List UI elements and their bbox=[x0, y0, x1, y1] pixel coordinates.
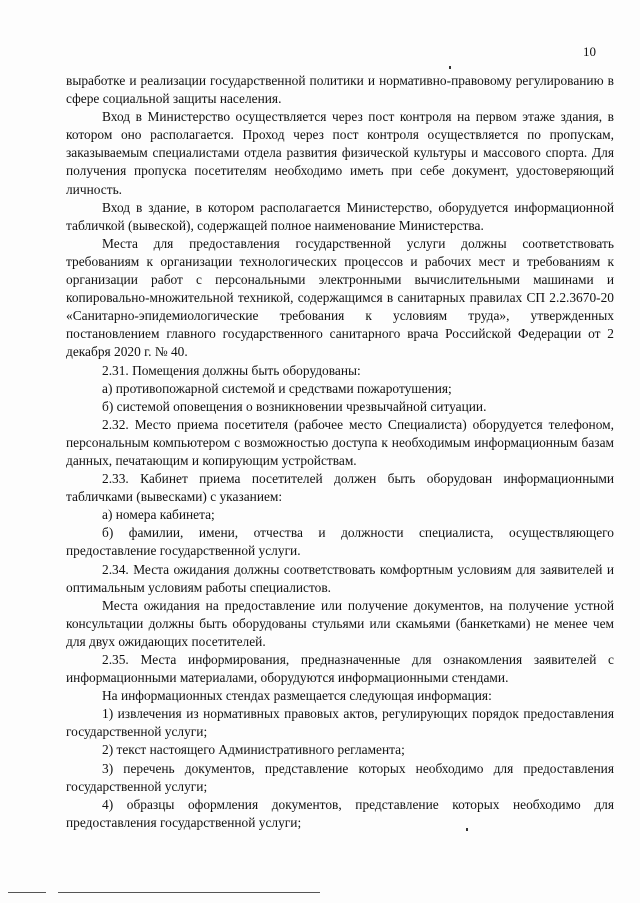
paragraph: б) фамилии, имени, отчества и должности специалиста, осуществляющего предоставление государственной услуги. bbox=[66, 525, 614, 559]
paragraph: а) противопожарной системой и средствами пожаротушения; bbox=[102, 380, 452, 396]
paragraph: 3) перечень документов, представление которых необходимо для предоставления государственной услуги; bbox=[66, 760, 614, 794]
paragraph: 2.31. Помещения должны быть оборудованы: bbox=[102, 362, 361, 378]
paragraph: 4) образцы оформления документов, представление которых необходимо для предоставления государственной услуги; bbox=[66, 796, 614, 830]
paragraph: выработке и реализации государственной политики и нормативно-правовому регулированию в сфере социальной защиты населения. bbox=[66, 73, 614, 107]
paragraph: 2.32. Место приема посетителя (рабочее место Специалиста) оборудуется телефоном, персональным компьютером с возможностью доступа к необходимым информационным базам данных, печатающим и копирующим устройствам. bbox=[66, 416, 614, 468]
paragraph: Вход в Министерство осуществляется через пост контроля на первом этаже здания, в котором оно располагается. Проход через пост контроля осуществляется по пропускам, заказываемым специалистами отдела развития физической культуры и массового спорта. Для получения пропуска посетителям необходимо иметь при себе документ, удостоверяющий личность. bbox=[66, 109, 614, 197]
paragraph: 2.35. Места информирования, предназначенные для ознакомления заявителей с информационными материалами, оборудуются информационными стендами. bbox=[66, 652, 614, 686]
paragraph: Места ожидания на предоставление или получение документов, на получение устной консультации должны быть оборудованы стульями или скамьями (банкетками) не менее чем для двух ожидающих посетителей. bbox=[66, 597, 614, 649]
paragraph: Места для предоставления государственной услуги должны соответствовать требованиям к организации технологических процессов и рабочих мест и требованиям к организации работ с персональными электронными вычислительными машинами и копировально-множительной техникой, содержащимся в санитарных правилах СП 2.2.3670-20 «Санитарно-эпидемиологические требования к условиям труда», утвержденных постановлением главного государственного санитарного врача Российской Федерации от 2 декабря 2020 г. № 40. bbox=[66, 235, 614, 360]
paragraph: б) системой оповещения о возникновении чрезвычайной ситуации. bbox=[102, 398, 487, 414]
scan-speck bbox=[449, 66, 451, 69]
scan-edge-line bbox=[8, 892, 46, 893]
scan-speck bbox=[466, 828, 468, 831]
paragraph: 2.33. Кабинет приема посетителей должен быть оборудован информационными табличками (вывесками) с указанием: bbox=[66, 471, 614, 505]
paragraph: а) номера кабинета; bbox=[102, 507, 215, 523]
page-number: 10 bbox=[583, 44, 596, 59]
paragraph: 2.34. Места ожидания должны соответствовать комфортным условиям для заявителей и оптимальным условиям работы специалистов. bbox=[66, 561, 614, 595]
scan-edge-line bbox=[58, 892, 320, 893]
paragraph: На информационных стендах размещается следующая информация: bbox=[102, 688, 492, 704]
paragraph: 1) извлечения из нормативных правовых актов, регулирующих порядок предоставления государственной услуги; bbox=[66, 706, 614, 740]
paragraph: Вход в здание, в котором располагается Министерство, оборудуется информационной табличкой (вывеской), содержащей полное наименование Министерства. bbox=[66, 199, 614, 233]
paragraph: 2) текст настоящего Административного регламента; bbox=[102, 742, 405, 758]
body-text bbox=[66, 72, 614, 832]
